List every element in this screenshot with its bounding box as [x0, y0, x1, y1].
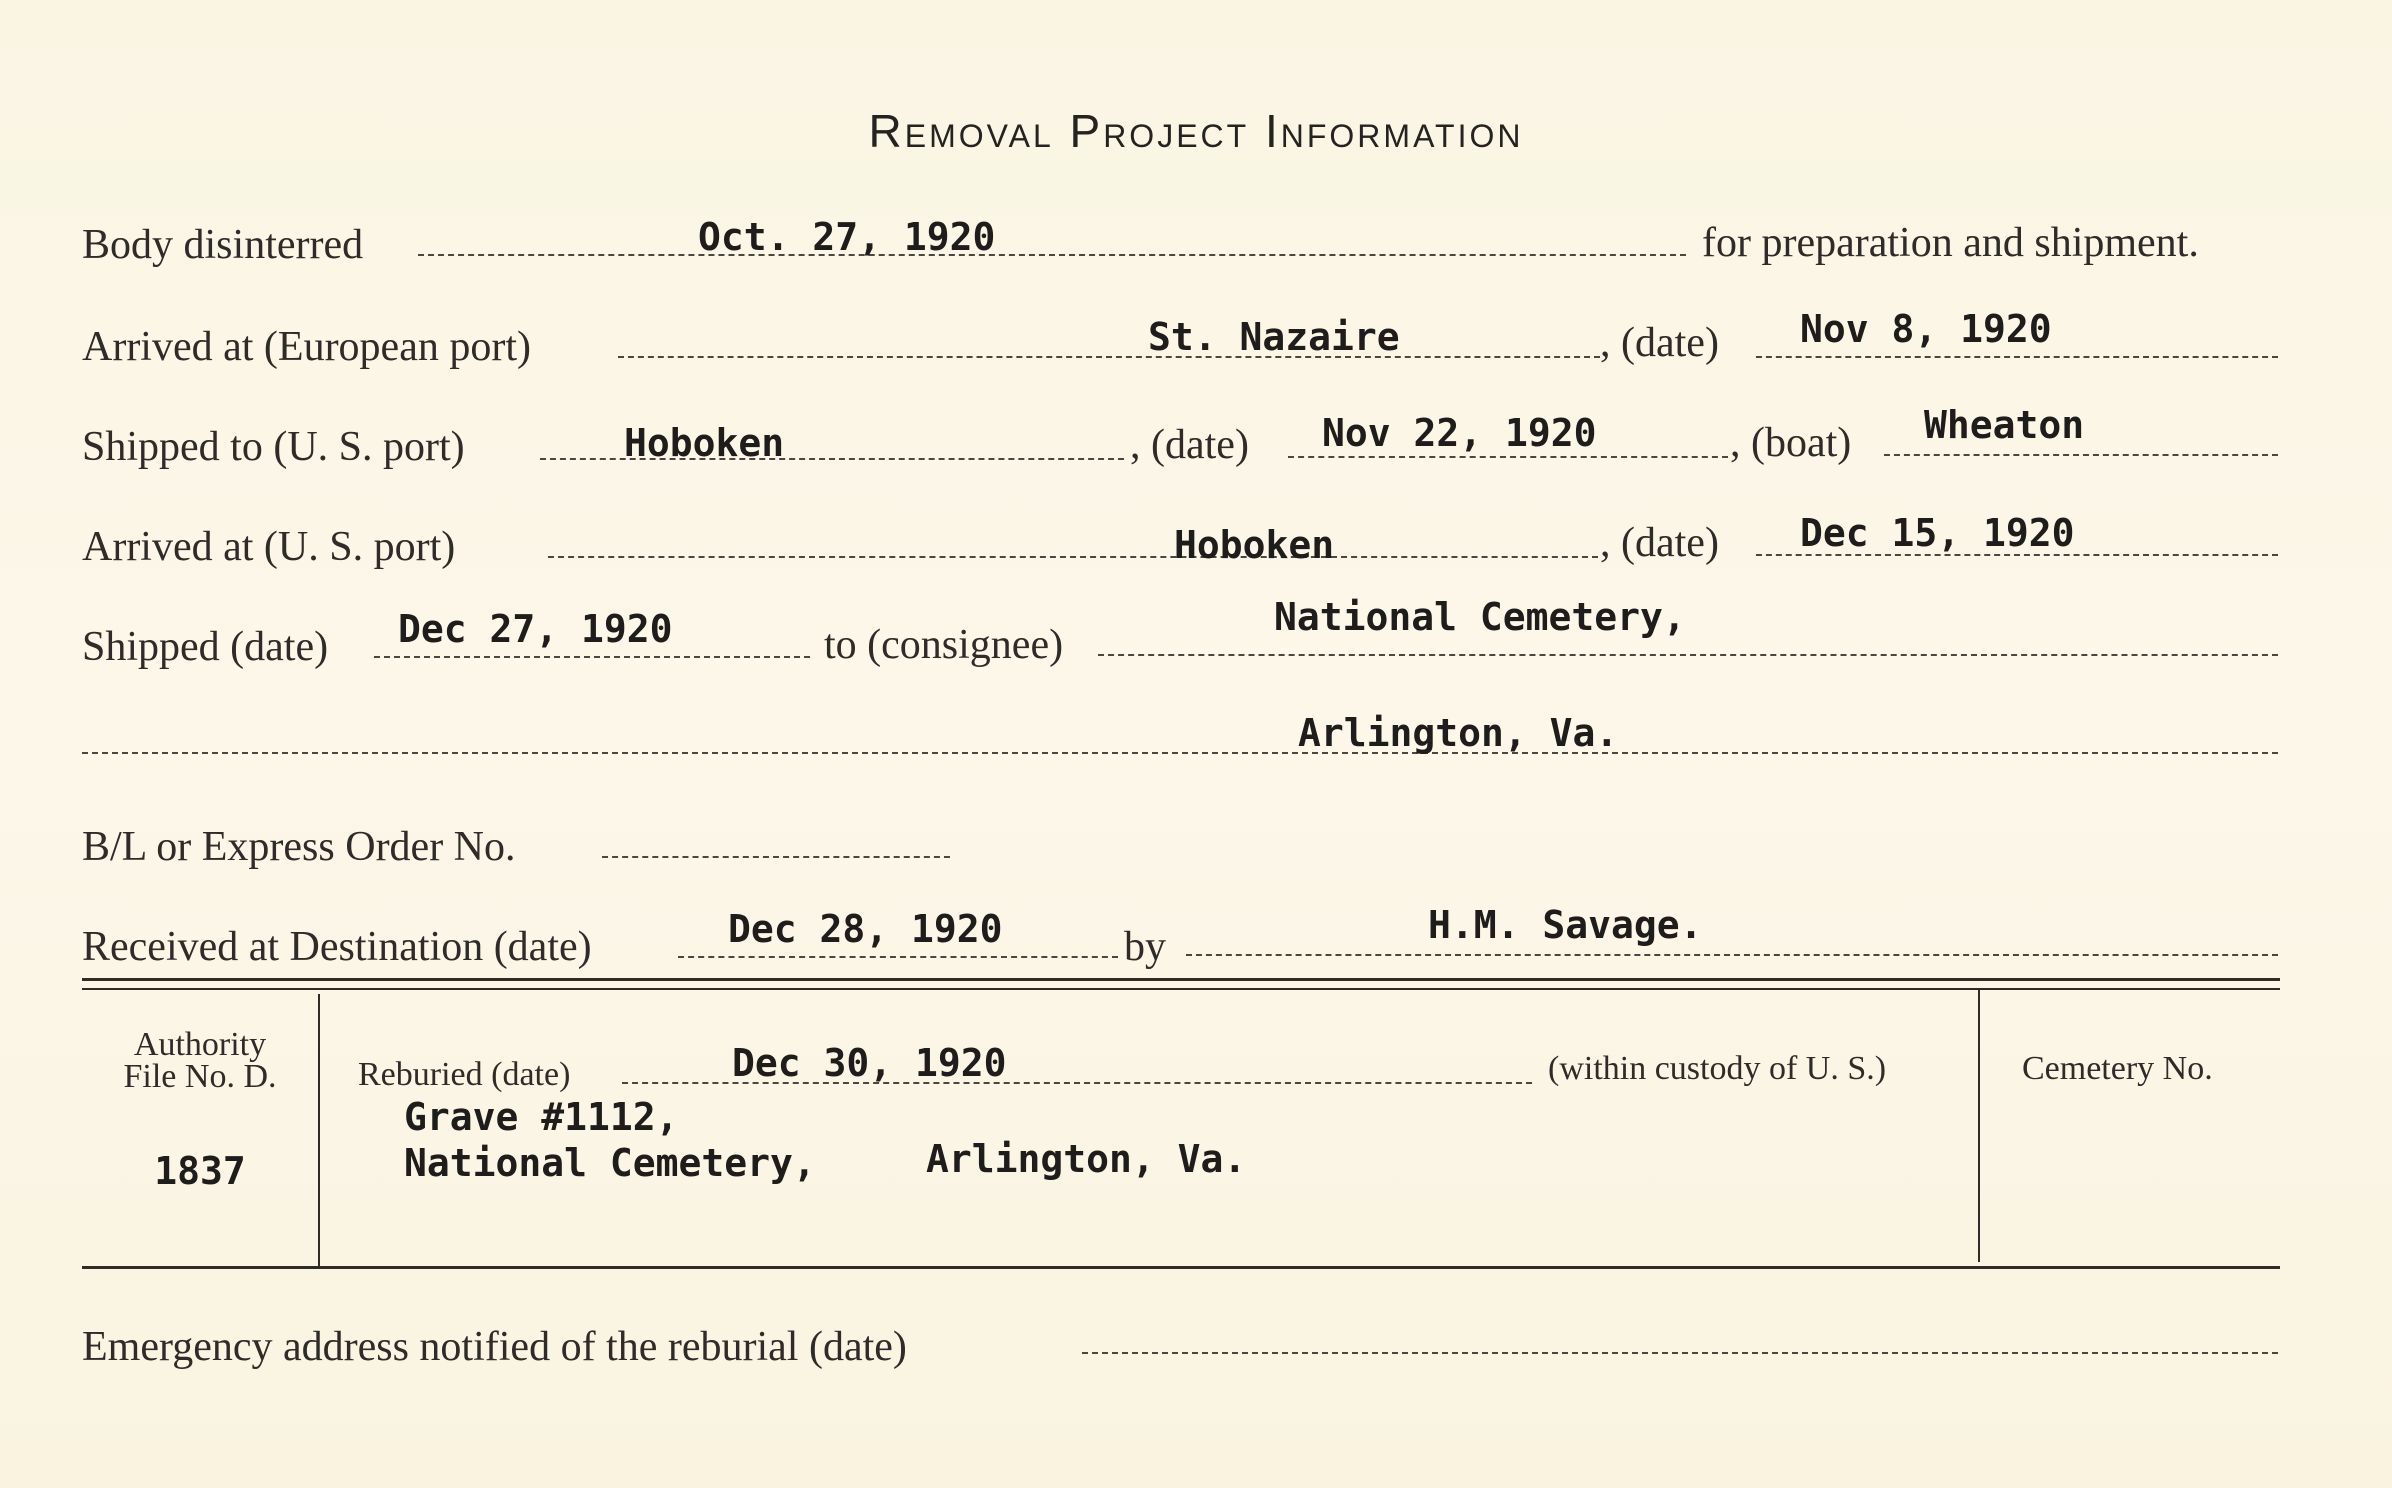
blank-line — [82, 752, 2278, 754]
label-to-consignee: to (consignee) — [824, 622, 1064, 668]
label-cemetery-no: Cemetery No. — [2022, 1050, 2213, 1087]
label-reburied: Reburied (date) — [358, 1056, 571, 1093]
blank-line — [1756, 356, 2278, 358]
shipped-date-value: Dec 27, 1920 — [398, 607, 673, 651]
label-body-disinterred: Body disinterred — [82, 222, 364, 268]
blank-line — [618, 356, 1600, 358]
label-emergency: Emergency address notified of the reburial (date) — [82, 1324, 907, 1370]
us-ship-date-value: Nov 22, 1920 — [1322, 411, 1597, 455]
european-arrival-date-value: Nov 8, 1920 — [1800, 307, 2052, 351]
box-top-rule — [82, 978, 2280, 981]
received-date-value: Dec 28, 1920 — [728, 907, 1003, 951]
grave-location-value: Arlington, Va. — [926, 1137, 1247, 1181]
label-bl-order: B/L or Express Order No. — [82, 824, 516, 870]
boat-value: Wheaton — [1924, 403, 2085, 447]
blank-line — [1288, 456, 1728, 458]
label-by: by — [1124, 924, 1166, 970]
us-arrival-date-value: Dec 15, 1920 — [1800, 511, 2075, 555]
label-arrived-us: Arrived at (U. S. port) — [82, 524, 456, 570]
blank-line — [1082, 1352, 2278, 1354]
label-for-preparation: for preparation and shipment. — [1702, 220, 2199, 266]
label-date-2: , (date) — [1130, 422, 1249, 468]
blank-line — [602, 856, 950, 858]
box-bottom-rule — [82, 1266, 2280, 1269]
box-divider-left — [318, 994, 320, 1268]
label-received-dest: Received at Destination (date) — [82, 924, 592, 970]
reburied-date-value: Dec 30, 1920 — [732, 1041, 1007, 1085]
label-arrived-european: Arrived at (European port) — [82, 324, 531, 370]
disinterred-date-value: Oct. 27, 1920 — [698, 215, 996, 259]
received-by-value: H.M. Savage. — [1428, 903, 1703, 947]
consignee-line2-value: Arlington, Va. — [1298, 711, 1619, 755]
blank-line — [1884, 454, 2278, 456]
label-date-1: , (date) — [1600, 320, 1719, 366]
box-top-rule-inner — [82, 988, 2280, 990]
label-boat: , (boat) — [1730, 420, 1852, 466]
label-shipped-to-us: Shipped to (U. S. port) — [82, 424, 465, 470]
blank-line — [418, 254, 1686, 256]
grave-cemetery-value: National Cemetery, — [404, 1141, 816, 1185]
european-port-value: St. Nazaire — [1148, 315, 1400, 359]
authority-file-number-value: 1837 — [154, 1149, 246, 1193]
us-port-arrived-value: Hoboken — [1174, 523, 1335, 567]
blank-line — [1098, 654, 2278, 656]
blank-line — [678, 956, 1118, 958]
label-shipped-date: Shipped (date) — [82, 624, 329, 670]
us-port-shipped-value: Hoboken — [624, 421, 785, 465]
label-authority: Authority — [133, 1026, 267, 1063]
blank-line — [1186, 954, 2278, 956]
blank-line — [374, 656, 810, 658]
label-date-3: , (date) — [1600, 520, 1719, 566]
consignee-line1-value: National Cemetery, — [1274, 595, 1686, 639]
card-title: Removal Project Information — [868, 105, 1524, 157]
label-file-no: File No. D. — [123, 1058, 277, 1095]
grave-number-value: Grave #1112, — [404, 1095, 679, 1139]
blank-line — [548, 556, 1598, 558]
box-divider-right — [1978, 990, 1980, 1262]
label-within-custody: (within custody of U. S.) — [1548, 1050, 1887, 1087]
